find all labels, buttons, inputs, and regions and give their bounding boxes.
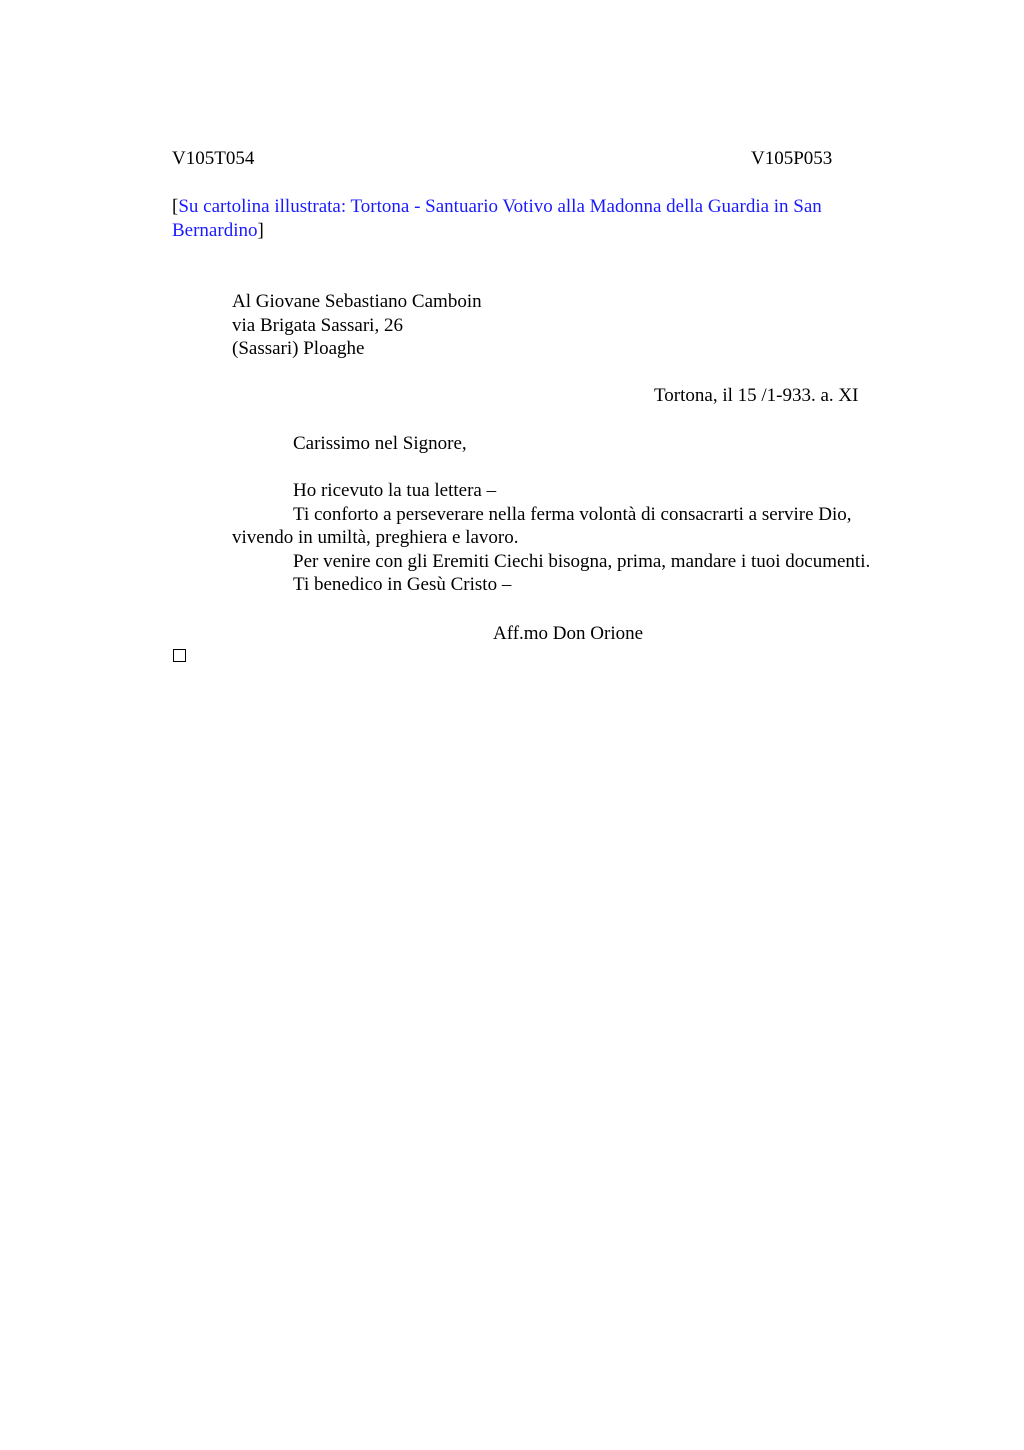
postcard-note bbox=[172, 195, 892, 242]
note-open-bracket: [ bbox=[172, 196, 179, 217]
address-line-city: (Sassari) Ploaghe bbox=[232, 338, 365, 359]
body-line: Ti benedico in Gesù Cristo – bbox=[293, 574, 512, 595]
salutation: Carissimo nel Signore, bbox=[293, 433, 467, 454]
address-line-street: via Brigata Sassari, 26 bbox=[232, 314, 403, 336]
body-line: Ti conforto a perseverare nella ferma volontà di consacrarti a servire Dio, bbox=[293, 503, 852, 525]
note-close-bracket: ] bbox=[257, 219, 264, 241]
body-line: Per venire con gli Eremiti Ciechi bisogna, prima, mandare i tuoi documenti. bbox=[293, 550, 871, 572]
address-line-name: Al Giovane Sebastiano Camboin bbox=[232, 291, 482, 312]
body-line: vivendo in umiltà, preghiera e lavoro. bbox=[232, 527, 519, 548]
document-code-left: V105T054 bbox=[172, 148, 255, 169]
signature: Aff.mo Don Orione bbox=[493, 623, 644, 644]
recipient-address bbox=[232, 290, 482, 361]
body-line: Ho ricevuto la tua lettera – bbox=[293, 480, 497, 501]
document-code-right: V105P053 bbox=[751, 148, 833, 169]
empty-square-icon bbox=[173, 649, 186, 662]
letter-body bbox=[232, 479, 932, 597]
place-date: Tortona, il 15 /1-933. a. XI bbox=[654, 385, 859, 406]
note-text: Su cartolina illustrata: Tortona - Santuario Votivo alla Madonna della Guardia in San Bernardino bbox=[172, 196, 822, 241]
